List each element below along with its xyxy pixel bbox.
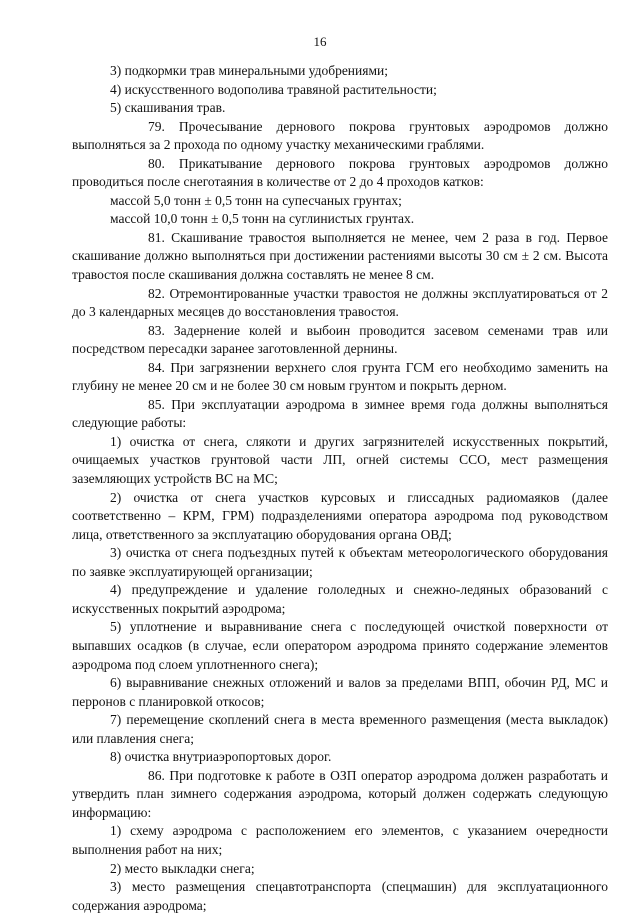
page-number: 16 — [313, 34, 327, 49]
paragraph-text: Прочесывание дернового покрова грунтовых аэродромов должно выполняться за 2 прохода по одному участку механическими граблями. — [72, 118, 608, 153]
paragraph-number: 82. — [148, 285, 165, 301]
document-body — [72, 62, 608, 915]
paragraph-text: 2) место выкладки снега; — [110, 860, 255, 876]
paragraph — [72, 99, 608, 118]
paragraph-text: 4) предупреждение и удаление гололедных и снежно-ледяных образований с искусственных покрытий аэродрома; — [72, 582, 608, 616]
paragraph-text: Прикатывание дернового покрова грунтовых аэродромов должно проводиться после снеготаяния в количестве от 2 до 4 проходов катков: — [72, 155, 609, 190]
paragraph — [72, 748, 608, 767]
paragraph-number: 81. — [148, 229, 165, 245]
paragraph-text: 3) подкормки трав минеральными удобрениями; — [110, 63, 388, 78]
paragraph-number: 83. — [148, 322, 165, 338]
paragraph — [72, 62, 608, 81]
paragraph — [72, 433, 608, 489]
paragraph-text: 5) скашивания трав. — [110, 100, 226, 116]
paragraph-text: 3) очистка от снега подъездных путей к объектам метеорологического оборудования по заявке эксплуатирующей организации; — [72, 545, 608, 579]
paragraph — [72, 618, 608, 674]
paragraph-text: 1) очистка от снега, слякоти и других загрязнителей искусственных покрытий, очищаемых участков грунтовой части ЛП, огней системы ССО, мест размещения заземляющих устройств ВС на МС; — [72, 433, 608, 487]
paragraph-text: При загрязнении верхнего слоя грунта ГСМ его необходимо заменить на глубину не менее 20 см и не более 30 см новым грунтом и покрыть дерном. — [72, 359, 608, 394]
paragraph-text: 1) схему аэродрома с расположением его элементов, с указанием очередности выполнения работ на них; — [72, 823, 608, 857]
paragraph — [72, 674, 608, 711]
paragraph — [72, 860, 608, 879]
paragraph — [72, 210, 608, 229]
paragraph-text: При подготовке к работе в ОЗП оператор аэродрома должен разработать и утвердить план зимнего содержания аэродрома, который должен содержать следующую информацию: — [72, 767, 608, 820]
paragraph-number: 80. — [148, 155, 165, 171]
paragraph — [72, 711, 608, 748]
paragraph — [72, 118, 608, 155]
paragraph-number: 86. — [148, 767, 165, 783]
paragraph — [72, 767, 608, 823]
paragraph — [72, 322, 608, 359]
paragraph — [72, 544, 608, 581]
paragraph — [72, 81, 608, 100]
paragraph — [72, 878, 608, 915]
paragraph — [72, 396, 608, 433]
paragraph-text: 4) искусственного водополива травяной растительности; — [110, 81, 437, 97]
paragraph — [72, 359, 608, 396]
paragraph-text: 5) уплотнение и выравнивание снега с последующей очисткой поверхности от выпавших осадков (в случае, если оператором аэродрома принято содержание элементов аэродрома под слоем уплотненного снега); — [72, 619, 608, 672]
paragraph-number: 84. — [148, 359, 165, 375]
paragraph-text: 7) перемещение скоплений снега в места временного размещения (места выкладок) или плавления снега; — [72, 712, 608, 746]
paragraph — [72, 489, 608, 545]
paragraph-number: 79. — [148, 118, 165, 134]
paragraph-text: массой 10,0 тонн ± 0,5 тонн на суглинистых грунтах. — [110, 211, 415, 227]
paragraph — [72, 192, 608, 211]
paragraph-text: 3) место размещения спецавтотранспорта (спецмашин) для эксплуатационного содержания аэродрома; — [72, 879, 608, 913]
paragraph-text: Отремонтированные участки травостоя не должны эксплуатироваться от 2 до 3 календарных месяцев до восстановления травостоя. — [72, 285, 609, 320]
paragraph-text: 2) очистка от снега участков курсовых и глиссадных радиомаяков (далее соответственно – КРМ, ГРМ) подразделениями оператора аэродрома под руководством лица, ответственного за эксплуатацию оборудования органа ОВД; — [72, 489, 608, 542]
paragraph-text: 8) очистка внутриаэропортовых дорог. — [110, 749, 332, 765]
paragraph-text: Скашивание травостоя выполняется не менее, чем 2 раза в год. Первое скашивание должно выполняться при достижении растениями высоты 30 см ± 2 см. Высота травостоя после скашивания должна составлять не менее 8 см. — [72, 229, 608, 283]
paragraph — [72, 285, 608, 322]
paragraph — [72, 581, 608, 618]
paragraph — [72, 822, 608, 859]
paragraph — [72, 229, 608, 285]
paragraph-number: 85. — [148, 396, 165, 412]
paragraph-text: 6) выравнивание снежных отложений и валов за пределами ВПП, обочин РД, МС и перронов с планировкой откосов; — [72, 675, 608, 709]
paragraph-text: массой 5,0 тонн ± 0,5 тонн на супесчаных грунтах; — [110, 192, 402, 208]
paragraph-text: Задернение колей и выбоин проводится засевом семенами трав или посредством пересадки заранее заготовленной дернины. — [72, 322, 608, 357]
paragraph-text: При эксплуатации аэродрома в зимнее время года должны выполняться следующие работы: — [72, 396, 608, 431]
paragraph — [72, 155, 608, 192]
